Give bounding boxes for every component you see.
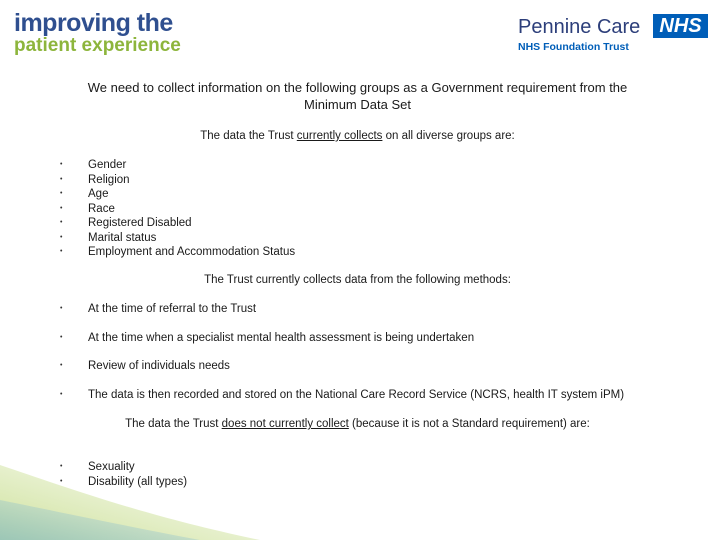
bullet-icon: • xyxy=(60,233,63,241)
list-item xyxy=(58,216,295,231)
nhs-logo: NHS xyxy=(653,14,708,38)
pennine-care-logo xyxy=(518,14,708,56)
bullet-icon: • xyxy=(60,463,63,470)
list-item-text: Marital status xyxy=(88,231,157,244)
bullet-icon: • xyxy=(60,219,63,226)
list-item-text: Race xyxy=(88,202,115,215)
list-item xyxy=(58,388,624,403)
list-item xyxy=(58,359,624,374)
list-item xyxy=(58,331,624,346)
section1-list xyxy=(58,158,295,260)
section2-list xyxy=(58,302,624,416)
list-item-text: Gender xyxy=(88,159,127,171)
bullet-icon: • xyxy=(60,248,63,255)
section2-heading: The Trust currently collects data from the following methods: xyxy=(204,274,511,286)
list-item-text: Employment and Accommodation Status xyxy=(88,246,296,258)
org-name: Pennine Care xyxy=(518,16,641,38)
section3-heading-post: (because it is not a Standard requirement) are: xyxy=(348,418,590,430)
section1-heading-underlined: currently collects xyxy=(296,130,383,142)
list-item-text: Disability (all types) xyxy=(88,475,188,488)
intro-text: We need to collect information on the following groups as a Government requirement from the Minimum Data Set xyxy=(87,80,628,112)
org-subtitle: NHS Foundation Trust xyxy=(518,41,629,53)
decorative-swoosh xyxy=(0,430,260,540)
bullet-icon: • xyxy=(60,390,63,398)
logo-line-1: improving the xyxy=(14,9,173,37)
bullet-icon: • xyxy=(60,204,63,212)
logo-line-2: patient experience xyxy=(14,35,181,56)
bullet-icon: • xyxy=(60,477,63,485)
list-item xyxy=(58,302,624,317)
list-item xyxy=(58,187,295,202)
list-item-text: At the time when a specialist mental health assessment is being undertaken xyxy=(88,331,475,344)
list-item xyxy=(58,173,295,188)
bullet-icon: • xyxy=(60,161,63,168)
bullet-icon: • xyxy=(60,190,63,197)
section1-heading-pre: The data the Trust xyxy=(200,130,297,142)
bullet-icon: • xyxy=(60,175,63,183)
bullet-icon: • xyxy=(60,362,63,369)
list-item-text: Sexuality xyxy=(88,461,135,473)
section3-heading-underlined: does not currently collect xyxy=(221,418,349,430)
list-item xyxy=(58,202,295,217)
list-item xyxy=(58,158,295,173)
list-item-text: Age xyxy=(88,188,109,200)
bullet-icon: • xyxy=(60,305,63,312)
bullet-icon: • xyxy=(60,333,63,341)
list-item-text: The data is then recorded and stored on the National Care Record Service (NCRS, health IT system iPM) xyxy=(88,388,625,401)
list-item-text: At the time of referral to the Trust xyxy=(88,303,257,315)
improving-patient-experience-logo xyxy=(14,10,181,56)
list-item-text: Registered Disabled xyxy=(88,217,192,229)
section1-heading-post: on all diverse groups are: xyxy=(382,130,515,142)
section1-heading xyxy=(60,129,655,144)
list-item-text: Review of individuals needs xyxy=(88,360,230,372)
list-item xyxy=(58,245,295,260)
section3-heading-pre: The data the Trust xyxy=(125,418,222,430)
list-item xyxy=(58,231,295,246)
list-item-text: Religion xyxy=(88,173,130,186)
